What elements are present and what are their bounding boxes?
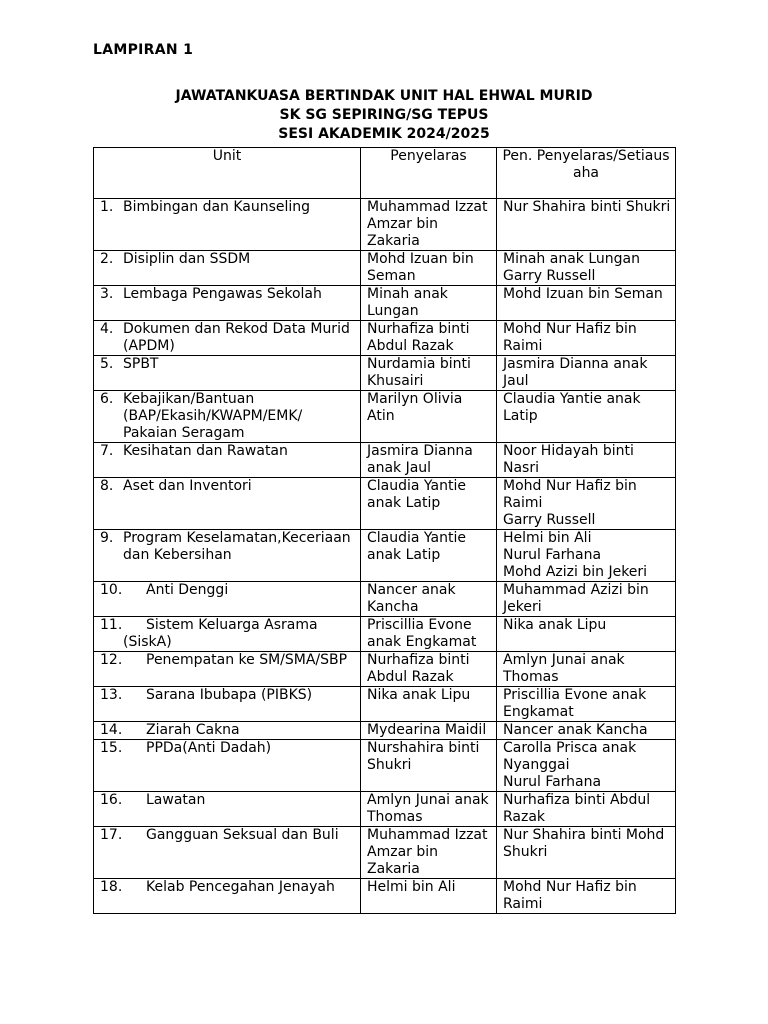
row-number: 15. [100,740,123,756]
unit-cell [94,652,361,687]
pen-penyelaras-cell [497,286,676,321]
penyelaras-cell: Jasmira Dianna anak Jaul [361,443,497,478]
unit-cell [94,617,361,652]
unit-cell [94,321,361,356]
pen-penyelaras-name: Noor Hidayah binti Nasri [503,443,634,476]
penyelaras-cell: Nurshahira binti Shukri [361,740,497,792]
pen-penyelaras-cell [497,617,676,652]
row-number: 5. [100,356,114,372]
unit-name: Ziarah Cakna [146,722,240,738]
pen-penyelaras-cell [497,321,676,356]
pen-penyelaras-cell [497,356,676,391]
pen-penyelaras-cell [497,740,676,792]
pen-penyelaras-name: Nurhafiza binti Abdul Razak [503,792,651,825]
pen-penyelaras-name: Jasmira Dianna anak Jaul [503,356,648,389]
unit-cell [94,687,361,722]
pen-penyelaras-cell [497,687,676,722]
table-row [94,652,676,687]
pen-penyelaras-name: Mohd Nur Hafiz bin Raimi [503,879,637,912]
unit-cell [94,251,361,286]
pen-penyelaras-name: Nika anak Lipu [503,617,607,633]
unit-name: Kesihatan dan Rawatan [123,443,288,459]
table-row [94,478,676,530]
pen-penyelaras-name: Mohd Nur Hafiz bin Raimi [503,321,637,354]
table-row [94,879,676,914]
committee-table [93,147,676,914]
pen-penyelaras-name: Amlyn Junai anak Thomas [503,652,625,685]
penyelaras-cell: Amlyn Junai anak Thomas [361,792,497,827]
title-line-2: SK SG SEPIRING/SG TEPUS [279,107,489,123]
unit-name: Gangguan Seksual dan Buli [146,827,339,843]
table-row [94,391,676,443]
penyelaras-cell: Marilyn Olivia Atin [361,391,497,443]
unit-name: Sistem Keluarga Asrama (SiskA) [123,617,318,650]
row-number: 3. [100,286,114,302]
unit-cell [94,879,361,914]
row-number: 18. [100,879,123,895]
unit-name: Anti Denggi [146,582,229,598]
penyelaras-cell: Nika anak Lipu [361,687,497,722]
unit-cell [94,792,361,827]
table-row [94,530,676,582]
unit-name: Kelab Pencegahan Jenayah [146,879,335,895]
pen-penyelaras-name: Carolla Prisca anak Nyanggai [503,740,637,773]
unit-cell [94,391,361,443]
row-number: 16. [100,792,123,808]
pen-penyelaras-cell [497,443,676,478]
unit-cell [94,356,361,391]
unit-name: PPDa(Anti Dadah) [146,740,272,756]
title-line-3: SESI AKADEMIK 2024/2025 [278,126,490,142]
unit-cell [94,530,361,582]
penyelaras-cell: Helmi bin Ali [361,879,497,914]
row-number: 10. [100,582,123,598]
pen-penyelaras-name: Muhammad Azizi bin Jekeri [503,582,649,615]
unit-name: Dokumen dan Rekod Data Murid (APDM) [123,321,350,354]
row-number: 13. [100,687,123,703]
pen-penyelaras-name: Nancer anak Kancha [503,722,648,738]
pen-penyelaras-cell [497,792,676,827]
unit-cell [94,827,361,879]
pen-penyelaras-name: Garry Russell [503,512,596,528]
row-number: 12. [100,652,123,668]
pen-penyelaras-name: Helmi bin Ali [503,530,592,546]
table-row [94,199,676,251]
unit-name: Bimbingan dan Kaunseling [123,199,311,215]
pen-penyelaras-cell [497,199,676,251]
penyelaras-cell: Nancer anak Kancha [361,582,497,617]
penyelaras-cell: Claudia Yantie anak Latip [361,478,497,530]
penyelaras-cell: Claudia Yantie anak Latip [361,530,497,582]
unit-name: Sarana Ibubapa (PIBKS) [146,687,313,703]
penyelaras-cell: Minah anak Lungan [361,286,497,321]
unit-name: Disiplin dan SSDM [123,251,251,267]
penyelaras-cell: Mydearina Maidil [361,722,497,740]
pen-penyelaras-cell [497,879,676,914]
pen-penyelaras-name: Minah anak Lungan [503,251,640,267]
penyelaras-cell: Muhammad Izzat Amzar bin Zakaria [361,827,497,879]
pen-penyelaras-name: Nurul Farhana [503,774,602,790]
table-header-row [94,148,676,199]
pen-penyelaras-cell [497,652,676,687]
table-row [94,722,676,740]
table-row [94,827,676,879]
pen-penyelaras-name: Mohd Nur Hafiz bin Raimi [503,478,637,511]
unit-cell [94,740,361,792]
penyelaras-cell: Muhammad Izzat Amzar bin Zakaria [361,199,497,251]
pen-penyelaras-name: Priscillia Evone anak Engkamat [503,687,647,720]
row-number: 9. [100,530,114,546]
unit-name: Program Keselamatan,Keceriaan dan Kebersihan [123,530,351,563]
unit-cell [94,478,361,530]
row-number: 6. [100,391,114,407]
row-number: 14. [100,722,123,738]
pen-penyelaras-cell [497,582,676,617]
title-line-1: JAWATANKUASA BERTINDAK UNIT HAL EHWAL MURID [175,88,593,104]
row-number: 2. [100,251,114,267]
unit-name: Kebajikan/Bantuan (BAP/Ekasih/KWAPM/EMK/ Pakaian Seragam [123,391,303,441]
header-unit: Unit [94,148,361,199]
table-row [94,617,676,652]
penyelaras-cell: Nurhafiza binti Abdul Razak [361,652,497,687]
unit-name: Penempatan ke SM/SMA/SBP [146,652,348,668]
pen-penyelaras-name: Nur Shahira binti Shukri [503,199,671,215]
row-number: 17. [100,827,123,843]
unit-name: Aset dan Inventori [123,478,252,494]
header-penyelaras: Penyelaras [361,148,497,199]
table-row [94,740,676,792]
pen-penyelaras-name: Mohd Izuan bin Seman [503,286,663,302]
unit-name: Lembaga Pengawas Sekolah [123,286,322,302]
row-number: 1. [100,199,114,215]
pen-penyelaras-cell [497,722,676,740]
unit-cell [94,286,361,321]
unit-cell [94,199,361,251]
table-row [94,356,676,391]
penyelaras-cell: Priscillia Evone anak Engkamat [361,617,497,652]
row-number: 4. [100,321,114,337]
unit-cell [94,443,361,478]
pen-penyelaras-cell [497,391,676,443]
table-row [94,251,676,286]
header-pen-penyelaras: Pen. Penyelaras/Setiausaha [497,148,676,199]
penyelaras-cell: Mohd Izuan bin Seman [361,251,497,286]
pen-penyelaras-name: Claudia Yantie anak Latip [503,391,641,424]
unit-name: Lawatan [146,792,206,808]
document-title [93,87,675,144]
pen-penyelaras-name: Mohd Azizi bin Jekeri [503,564,648,580]
table-body [94,199,676,914]
penyelaras-cell: Nurhafiza binti Abdul Razak [361,321,497,356]
row-number: 8. [100,478,114,494]
pen-penyelaras-cell [497,530,676,582]
row-number: 7. [100,443,114,459]
pen-penyelaras-cell [497,478,676,530]
pen-penyelaras-name: Nur Shahira binti Mohd Shukri [503,827,665,860]
unit-cell [94,722,361,740]
table-row [94,582,676,617]
lampiran-label: LAMPIRAN 1 [93,42,194,58]
table-row [94,792,676,827]
penyelaras-cell: Nurdamia binti Khusairi [361,356,497,391]
pen-penyelaras-cell [497,251,676,286]
pen-penyelaras-name: Garry Russell [503,268,596,284]
unit-name: SPBT [123,356,159,372]
pen-penyelaras-name: Nurul Farhana [503,547,602,563]
unit-cell [94,582,361,617]
table-row [94,687,676,722]
row-number: 11. [100,617,123,633]
table-row [94,443,676,478]
pen-penyelaras-cell [497,827,676,879]
table-row [94,321,676,356]
table-row [94,286,676,321]
